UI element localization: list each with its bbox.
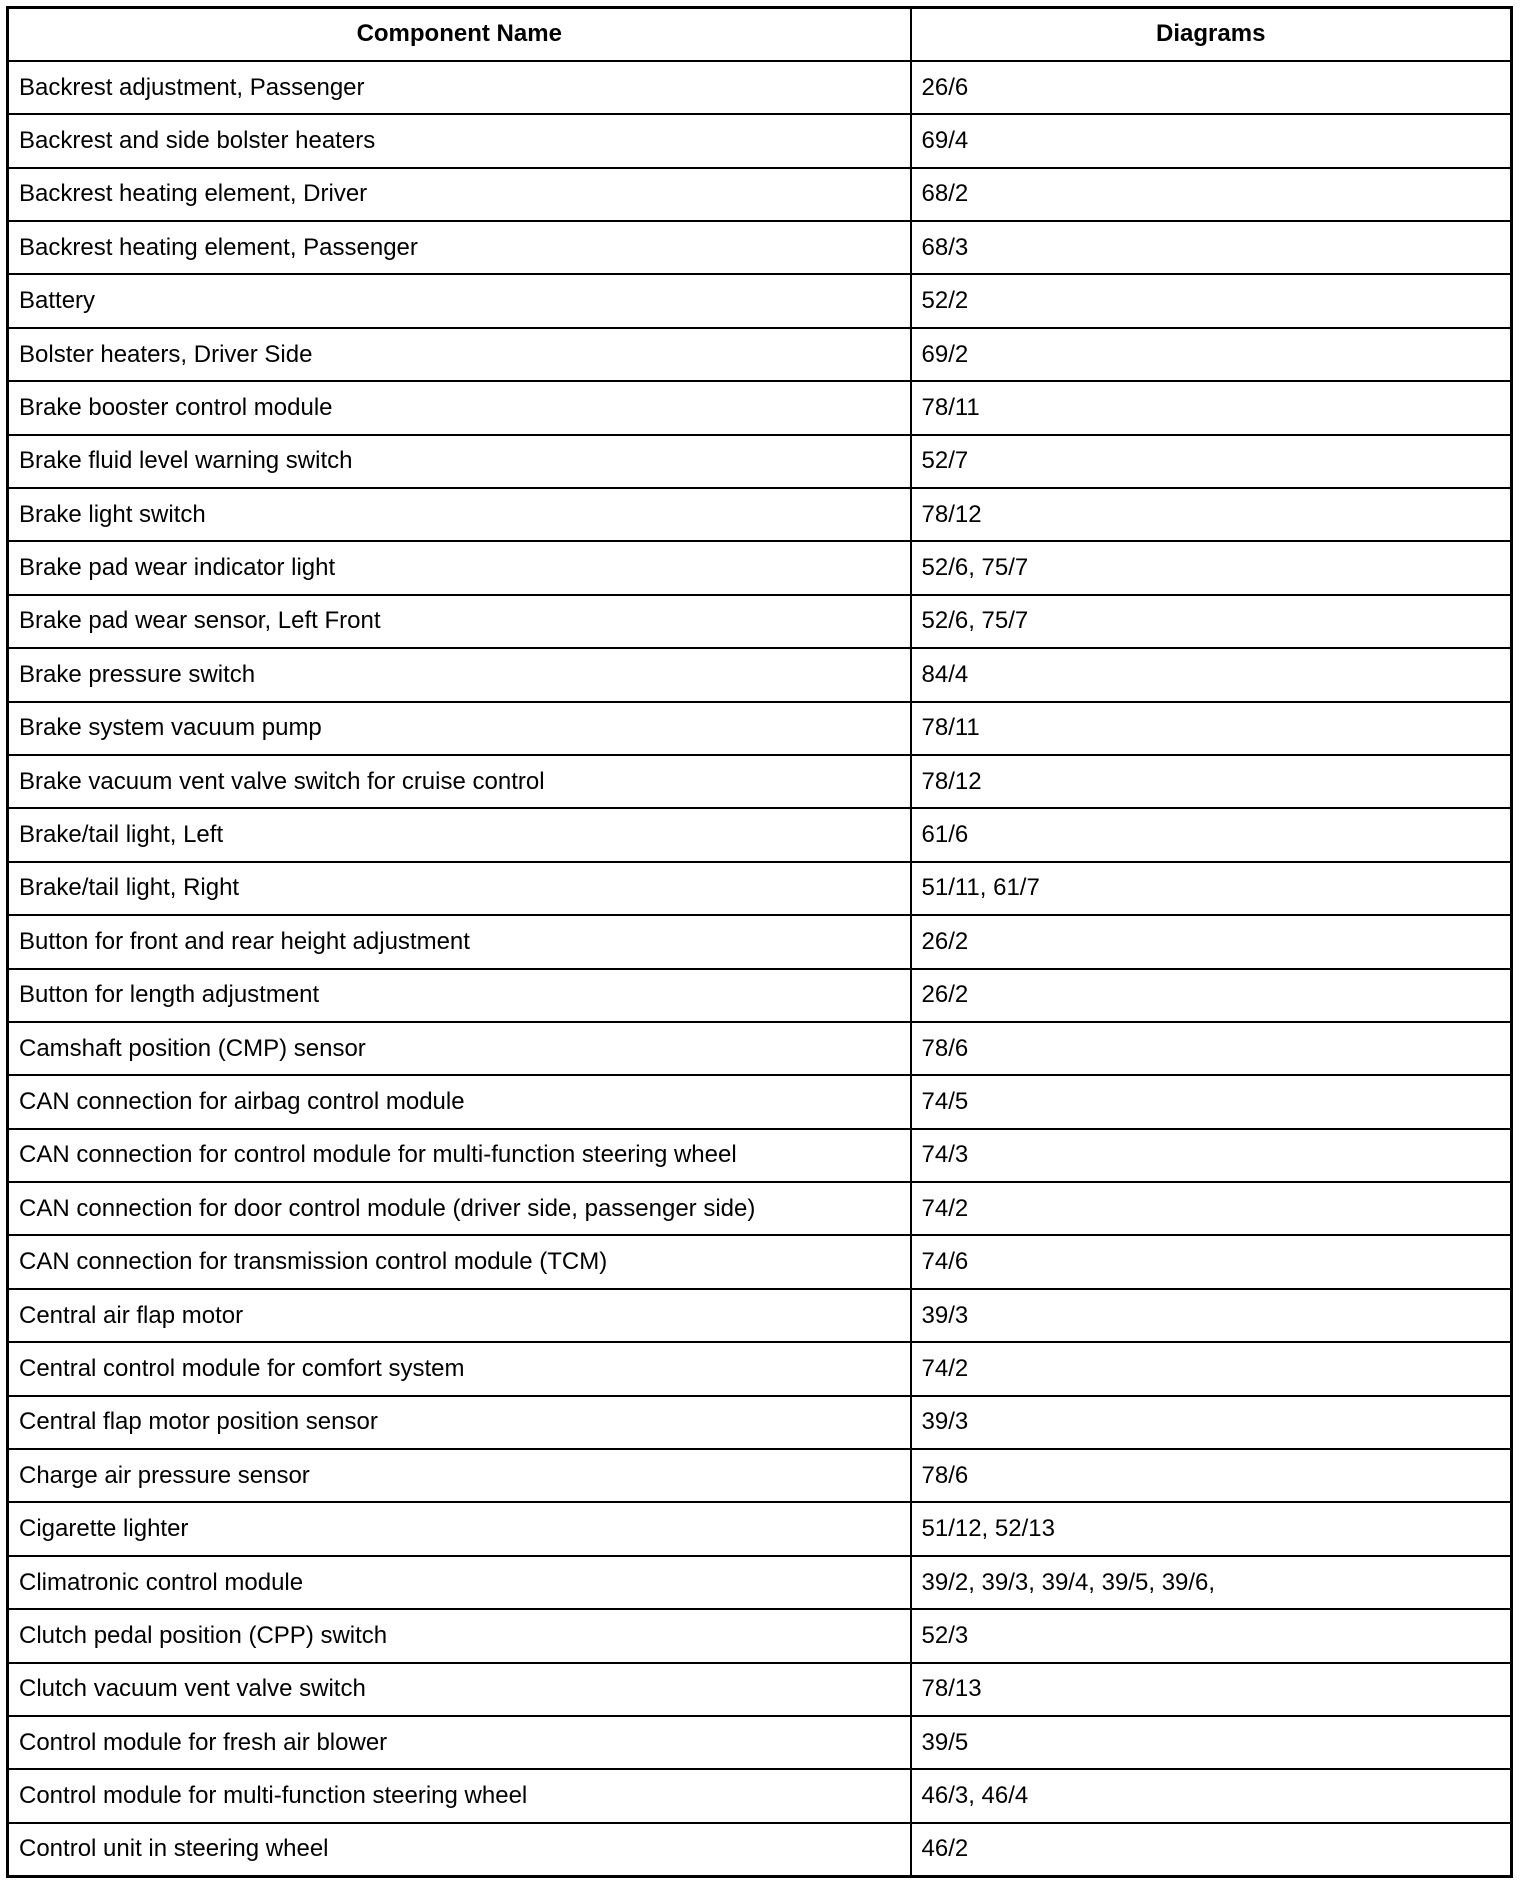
table-row (8, 168, 1512, 221)
diagrams-cell: 78/6 (911, 1022, 1512, 1075)
component-name-cell: Battery (8, 274, 911, 327)
component-name-cell: Brake fluid level warning switch (8, 435, 911, 488)
diagrams-cell: 52/6, 75/7 (911, 541, 1512, 594)
diagrams-cell: 78/11 (911, 702, 1512, 755)
component-name-cell: Central air flap motor (8, 1289, 911, 1342)
table-row (8, 1716, 1512, 1769)
table-row (8, 1449, 1512, 1502)
diagrams-cell: 39/5 (911, 1716, 1512, 1769)
diagrams-cell: 74/2 (911, 1182, 1512, 1235)
diagrams-cell: 52/6, 75/7 (911, 595, 1512, 648)
diagrams-cell: 78/12 (911, 755, 1512, 808)
component-name-cell: Climatronic control module (8, 1556, 911, 1609)
table-row (8, 862, 1512, 915)
component-name-cell: Button for front and rear height adjustment (8, 915, 911, 968)
table-row (8, 1556, 1512, 1609)
component-name-cell: Cigarette lighter (8, 1502, 911, 1555)
diagrams-cell: 78/11 (911, 381, 1512, 434)
diagrams-cell: 69/2 (911, 328, 1512, 381)
table-body (8, 61, 1512, 1876)
diagrams-cell: 52/3 (911, 1609, 1512, 1662)
table-row (8, 221, 1512, 274)
table-row (8, 1823, 1512, 1876)
diagrams-cell: 61/6 (911, 808, 1512, 861)
table-row (8, 328, 1512, 381)
component-name-cell: Control module for multi-function steering wheel (8, 1769, 911, 1822)
diagrams-cell: 74/6 (911, 1235, 1512, 1288)
table-row (8, 1769, 1512, 1822)
component-name-cell: Brake light switch (8, 488, 911, 541)
table-row (8, 114, 1512, 167)
diagrams-cell: 46/2 (911, 1823, 1512, 1876)
table-row (8, 1289, 1512, 1342)
component-name-cell: Brake/tail light, Right (8, 862, 911, 915)
table-row (8, 755, 1512, 808)
component-name-cell: Brake vacuum vent valve switch for cruise control (8, 755, 911, 808)
table-row (8, 61, 1512, 114)
diagrams-cell: 39/3 (911, 1396, 1512, 1449)
table-row (8, 595, 1512, 648)
diagrams-cell: 74/2 (911, 1342, 1512, 1395)
component-name-cell: CAN connection for transmission control module (TCM) (8, 1235, 911, 1288)
diagrams-cell: 26/2 (911, 969, 1512, 1022)
diagrams-cell: 26/2 (911, 915, 1512, 968)
diagrams-cell: 78/12 (911, 488, 1512, 541)
table-row (8, 274, 1512, 327)
diagrams-cell: 68/2 (911, 168, 1512, 221)
component-name-cell: Backrest heating element, Driver (8, 168, 911, 221)
table-row (8, 1075, 1512, 1128)
component-name-cell: Charge air pressure sensor (8, 1449, 911, 1502)
component-name-cell: Button for length adjustment (8, 969, 911, 1022)
diagrams-cell: 46/3, 46/4 (911, 1769, 1512, 1822)
component-diagram-table (6, 6, 1513, 1878)
table-row (8, 808, 1512, 861)
diagrams-cell: 52/7 (911, 435, 1512, 488)
table-row (8, 541, 1512, 594)
component-name-cell: Camshaft position (CMP) sensor (8, 1022, 911, 1075)
diagrams-cell: 39/2, 39/3, 39/4, 39/5, 39/6, (911, 1556, 1512, 1609)
component-name-cell: CAN connection for door control module (driver side, passenger side) (8, 1182, 911, 1235)
diagrams-cell: 51/11, 61/7 (911, 862, 1512, 915)
table-row (8, 1502, 1512, 1555)
table-row (8, 1342, 1512, 1395)
diagrams-cell: 26/6 (911, 61, 1512, 114)
table-row (8, 969, 1512, 1022)
table-row (8, 488, 1512, 541)
component-name-cell: Bolster heaters, Driver Side (8, 328, 911, 381)
table-row (8, 1182, 1512, 1235)
diagrams-cell: 51/12, 52/13 (911, 1502, 1512, 1555)
component-name-cell: Control module for fresh air blower (8, 1716, 911, 1769)
component-name-cell: CAN connection for control module for multi-function steering wheel (8, 1129, 911, 1182)
component-name-cell: Brake booster control module (8, 381, 911, 434)
table-row (8, 1129, 1512, 1182)
table-row (8, 1235, 1512, 1288)
table-row (8, 702, 1512, 755)
diagrams-cell: 39/3 (911, 1289, 1512, 1342)
table-row (8, 915, 1512, 968)
component-name-cell: Brake system vacuum pump (8, 702, 911, 755)
component-name-cell: CAN connection for airbag control module (8, 1075, 911, 1128)
component-name-cell: Control unit in steering wheel (8, 1823, 911, 1876)
component-name-cell: Brake/tail light, Left (8, 808, 911, 861)
diagrams-cell: 84/4 (911, 648, 1512, 701)
component-name-cell: Brake pressure switch (8, 648, 911, 701)
component-name-cell: Clutch vacuum vent valve switch (8, 1663, 911, 1716)
component-name-cell: Backrest adjustment, Passenger (8, 61, 911, 114)
diagrams-cell: 68/3 (911, 221, 1512, 274)
component-name-cell: Backrest and side bolster heaters (8, 114, 911, 167)
component-name-cell: Backrest heating element, Passenger (8, 221, 911, 274)
component-name-cell: Central control module for comfort system (8, 1342, 911, 1395)
table-row (8, 648, 1512, 701)
table-row (8, 381, 1512, 434)
header-component-name: Component Name (8, 8, 911, 61)
header-diagrams: Diagrams (911, 8, 1512, 61)
diagrams-cell: 69/4 (911, 114, 1512, 167)
component-table-container (6, 6, 1510, 1878)
diagrams-cell: 78/13 (911, 1663, 1512, 1716)
table-row (8, 435, 1512, 488)
component-name-cell: Brake pad wear indicator light (8, 541, 911, 594)
component-name-cell: Brake pad wear sensor, Left Front (8, 595, 911, 648)
diagrams-cell: 74/5 (911, 1075, 1512, 1128)
table-header-row (8, 8, 1512, 61)
component-name-cell: Central flap motor position sensor (8, 1396, 911, 1449)
component-name-cell: Clutch pedal position (CPP) switch (8, 1609, 911, 1662)
diagrams-cell: 74/3 (911, 1129, 1512, 1182)
table-row (8, 1609, 1512, 1662)
table-row (8, 1022, 1512, 1075)
table-row (8, 1663, 1512, 1716)
diagrams-cell: 78/6 (911, 1449, 1512, 1502)
diagrams-cell: 52/2 (911, 274, 1512, 327)
table-row (8, 1396, 1512, 1449)
